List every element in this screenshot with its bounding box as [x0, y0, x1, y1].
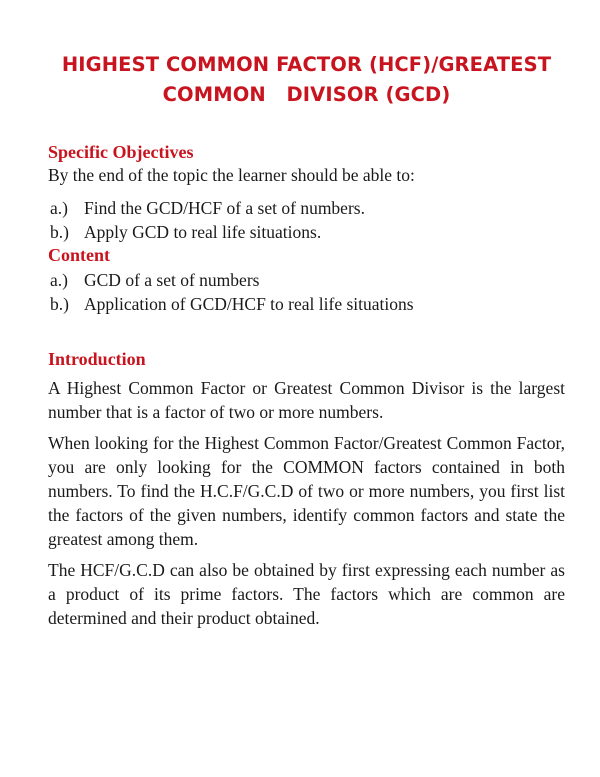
title-line-1: HIGHEST COMMON FACTOR (HCF)/GREATEST: [61, 53, 552, 76]
intro-paragraph-3: The HCF/G.C.D can also be obtained by first expressing each number as a product of its prime factors. The factors which are common are determined and their product obtained.: [48, 560, 565, 628]
objectives-intro: By the end of the topic the learner should be able to:: [48, 165, 415, 185]
content-section: [48, 244, 565, 316]
objectives-heading: Specific Objectives: [48, 142, 194, 162]
content-list: [48, 268, 565, 316]
objectives-section: [48, 141, 565, 244]
list-marker: a.): [50, 270, 68, 290]
intro-paragraph-1: A Highest Common Factor or Greatest Common Divisor is the largest number that is a factor of two or more numbers.: [48, 378, 565, 422]
list-item-text: Application of GCD/HCF to real life situations: [84, 294, 414, 314]
list-item-text: GCD of a set of numbers: [84, 270, 260, 290]
list-marker: b.): [50, 294, 69, 314]
title-line-2: COMMON DIVISOR (GCD): [162, 83, 451, 106]
list-item: [50, 220, 565, 244]
list-marker: b.): [50, 222, 69, 242]
introduction-heading: Introduction: [48, 349, 146, 369]
objectives-list: [48, 196, 565, 244]
list-item: [50, 196, 565, 220]
list-item: [50, 268, 565, 292]
content-heading: Content: [48, 245, 110, 265]
list-item-text: Find the GCD/HCF of a set of numbers.: [84, 198, 365, 218]
list-item-text: Apply GCD to real life situations.: [84, 222, 322, 242]
introduction-section: [48, 348, 565, 630]
page-title: [48, 50, 565, 110]
intro-paragraph-2: When looking for the Highest Common Factor/Greatest Common Factor, you are only looking for the COMMON factors contained in both numbers. To find the H.C.F/G.C.D of two or more numbers, you first list the factors of the given numbers, identify common factors and state the greatest among them.: [48, 433, 565, 549]
list-item: [50, 292, 565, 316]
list-marker: a.): [50, 198, 68, 218]
